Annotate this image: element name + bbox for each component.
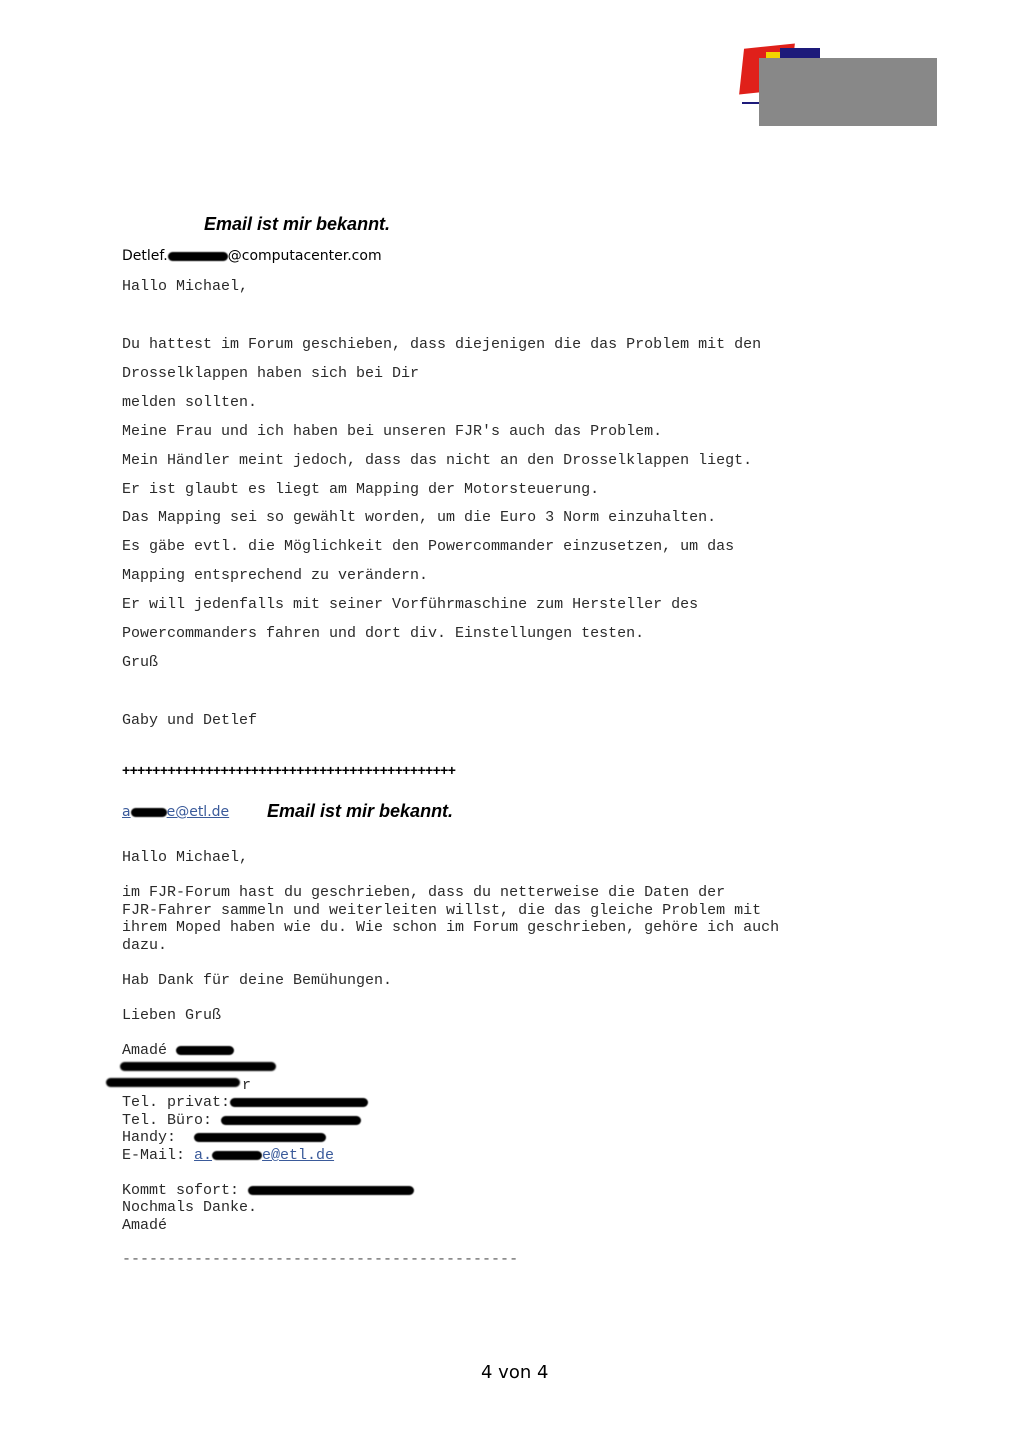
sender-email-2[interactable] <box>122 804 229 820</box>
signature-city-suffix: r <box>242 1077 252 1094</box>
sender-email-1 <box>122 248 382 264</box>
letter2-greeting: Hallo Michael, <box>122 849 249 866</box>
redaction-scribble <box>212 1151 262 1160</box>
signature-tel-buero <box>122 1112 361 1129</box>
letter1-line-1: Hallo Michael, <box>122 278 249 295</box>
letter1-line-8: Das Mapping sei so gewählt worden, um die Euro 3 Norm einzuhalten. <box>122 509 717 526</box>
tel-privat-label: Tel. privat: <box>122 1094 231 1111</box>
letter2-para-line-2: FJR-Fahrer sammeln und weiterleiten willst, die das gleiche Problem mit <box>122 902 762 919</box>
letter2-para-line-3: ihrem Moped haben wie du. Wie schon im Forum geschrieben, gehöre ich auch <box>122 919 780 936</box>
email-label: E-Mail: <box>122 1147 186 1164</box>
redaction-scribble <box>168 252 228 261</box>
redaction-scribble <box>221 1116 361 1125</box>
letter1-line-14: Gaby und Detlef <box>122 712 258 729</box>
letter1-line-10: Mapping entsprechend zu verändern. <box>122 567 429 584</box>
page-number: 4 von 4 <box>481 1362 549 1383</box>
handy-label: Handy: <box>122 1129 177 1146</box>
redaction-scribble <box>248 1186 414 1195</box>
signature-tel-privat <box>122 1094 368 1111</box>
letter2-para-line-4: dazu. <box>122 937 168 954</box>
redaction-scribble <box>131 808 167 817</box>
letter1-line-11: Er will jedenfalls mit seiner Vorführmaschine zum Hersteller des <box>122 596 699 613</box>
signature-email-suffix: e@etl.de <box>262 1147 335 1164</box>
signature-name <box>122 1042 234 1059</box>
email-known-note-1: Email ist mir bekannt. <box>204 214 391 234</box>
signature-email-link[interactable] <box>194 1147 334 1164</box>
final-name: Amadé <box>122 1217 168 1234</box>
letter1-line-9: Es gäbe evtl. die Möglichkeit den Powercommander einzusetzen, um das <box>122 538 735 555</box>
letter1-line-3: Drosselklappen haben sich bei Dir <box>122 365 420 382</box>
letter1-line-4: melden sollten. <box>122 394 258 411</box>
letter1-line-12: Powercommanders fahren und dort div. Einstellungen testen. <box>122 625 645 642</box>
redaction-box <box>759 58 937 126</box>
tel-buero-label: Tel. Büro: <box>122 1112 213 1129</box>
letter1-line-13: Gruß <box>122 654 159 671</box>
letter1-line-6: Mein Händler meint jedoch, dass das nicht an den Drosselklappen liegt. <box>122 452 753 469</box>
kommt-sofort-label: Kommt sofort: <box>122 1182 240 1199</box>
signature-email <box>122 1147 334 1164</box>
plus-separator: ++++++++++++++++++++++++++++++++++++++++++++ <box>122 762 456 778</box>
sender-email-2-prefix: a <box>122 804 131 820</box>
letter1-line-7: Er ist glaubt es liegt am Mapping der Motorsteuerung. <box>122 481 600 498</box>
redaction-scribble <box>194 1133 326 1142</box>
letter2-closing: Lieben Gruß <box>122 1007 222 1024</box>
redaction-scribble <box>176 1046 234 1055</box>
letter2-para-line-1: im FJR-Forum hast du geschrieben, dass du netterweise die Daten der <box>122 884 726 901</box>
redacted-street <box>120 1062 276 1071</box>
signature-email-prefix: a. <box>194 1147 213 1164</box>
redaction-scribble <box>230 1098 368 1107</box>
signature-name-text: Amadé <box>122 1042 168 1059</box>
sender-email-1-prefix: Detlef. <box>122 248 168 264</box>
email-known-note-2: Email ist mir bekannt. <box>267 801 454 821</box>
redacted-city <box>106 1078 240 1087</box>
sender-email-1-suffix: @computacenter.com <box>227 248 382 264</box>
nochmals-danke: Nochmals Danke. <box>122 1199 258 1216</box>
letter2-thanks: Hab Dank für deine Bemühungen. <box>122 972 393 989</box>
letter1-line-2: Du hattest im Forum geschieben, dass diejenigen die das Problem mit den <box>122 336 762 353</box>
sender-email-2-suffix: e@etl.de <box>166 804 230 820</box>
letter1-line-5: Meine Frau und ich haben bei unseren FJR's auch das Problem. <box>122 423 663 440</box>
dash-separator: -------------------------------------------- <box>122 1251 519 1268</box>
signature-handy <box>122 1129 326 1146</box>
kommt-sofort <box>122 1182 414 1199</box>
